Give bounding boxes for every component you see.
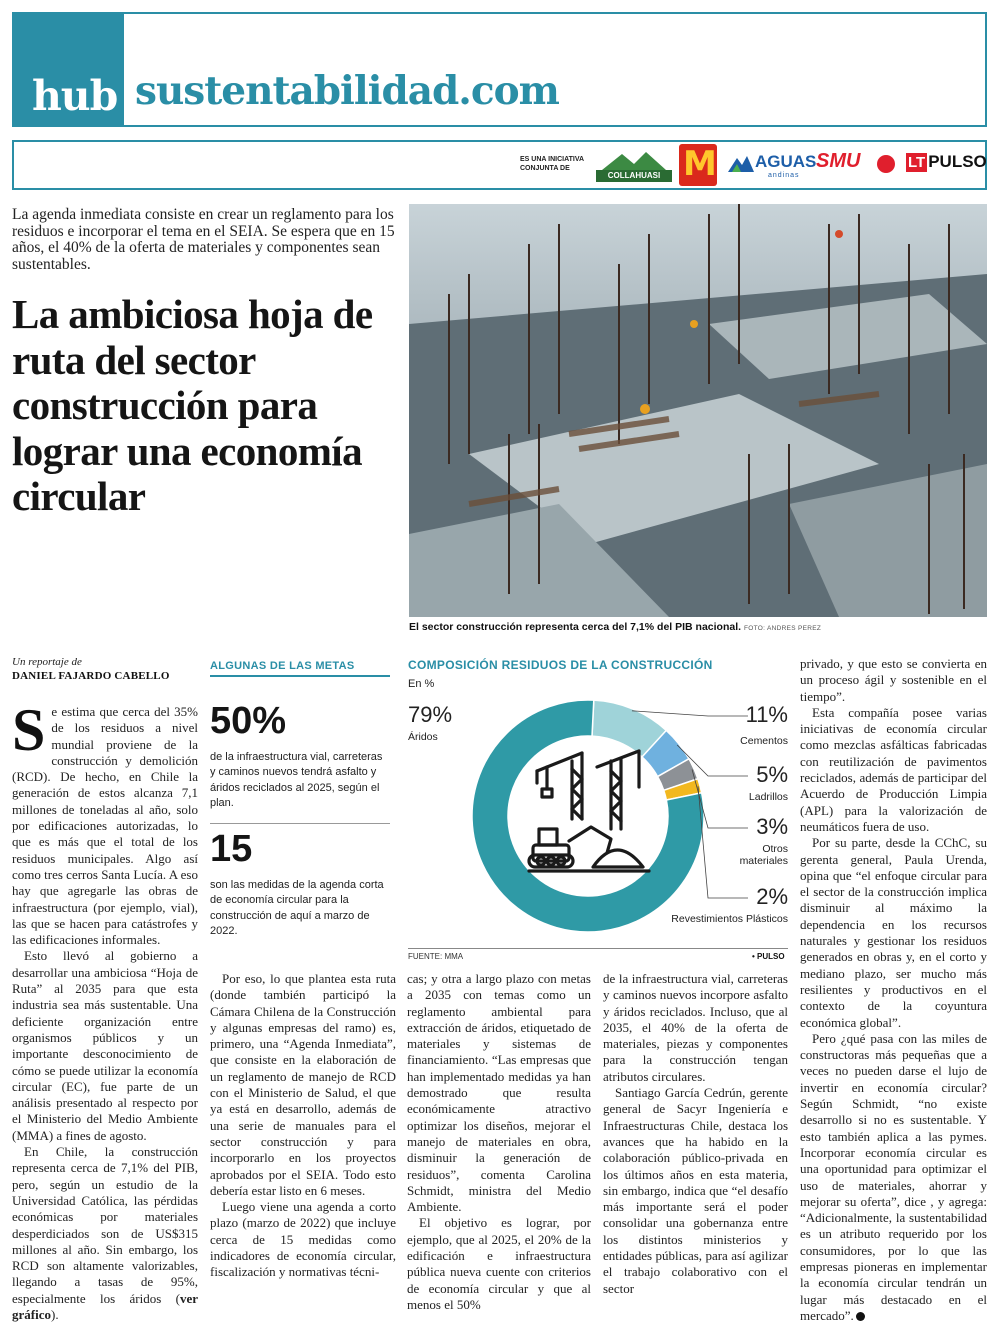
collahuasi-logo <box>596 150 672 182</box>
meta-text: son las medidas de la agenda corta de economía circular para la construcción de aquí a marzo de 2022. <box>210 879 384 938</box>
sponsor-circle-icon <box>877 155 895 173</box>
category-label: Otros <box>762 843 788 855</box>
category-label: materiales <box>739 855 788 867</box>
photo-caption <box>409 621 987 633</box>
sponsor-label: ES UNA INICIATIVA CONJUNTA DE <box>520 156 584 172</box>
article-column-4 <box>603 971 788 1297</box>
metas-title: ALGUNAS DE LAS METAS <box>210 660 355 672</box>
paragraph: Esta compañía posee varias iniciativas de economía circular como mezclas asfálticas fabricadas con reutilización de pavimentos reciclados, además de participar del Acuerdo de Producción Limpia (APL) para la valorización de neumáticos fuera de uso. <box>800 704 987 834</box>
article-column-5 <box>800 656 987 1324</box>
metas-divider <box>210 675 390 677</box>
chart-title: COMPOSICIÓN RESIDUOS DE LA CONSTRUCCIÓN <box>408 658 713 672</box>
paragraph: Por su parte, desde la CChC, su gerenta general, Paula Urenda, opina que “el enfoque circular para el sector de la construcción implica disminuir al máximo la dependencia en los recursos naturales y gestionar los residuos generados en obras y, en el corto y mediano plazo, ser mucho más resilientes y productivos en el contexto de la coyuntura económica global”. <box>800 835 987 1030</box>
mountain-icon <box>728 150 754 174</box>
end-of-article-icon <box>856 1312 865 1321</box>
chart-reference-link[interactable]: ver gráfico <box>12 1290 198 1322</box>
photo-credit: FOTO: ANDRES PEREZ <box>743 625 822 632</box>
paragraph-text: ). <box>50 1306 59 1322</box>
paragraph <box>12 697 198 948</box>
caption-text: El sector construcción representa cerca del 7,1% del PIB nacional. <box>409 621 742 633</box>
mountain-icon <box>596 150 672 170</box>
paragraph-text: Pero ¿qué pasa con las miles de constructoras más pequeñas que a veces no pueden darse el lujo de invertir en economía circular? Según Schmidt, “no existe desarrollo si no es sustentable. Y esto también aplica a las pymes. Incorporar economía circular es una oportunidad para optimizar el uso de materiales, ahorrar y mejorar su oferta”, dice , y agrega: “Adicionalmente, la sustentabilidad es un atributo requerido por los consumidores, por lo que las empresas pioneras en implementar la economía circular tendrán un lugar más destacado en el mercado”. <box>800 1030 987 1323</box>
paragraph <box>12 1144 198 1323</box>
mcdonalds-logo <box>679 144 717 186</box>
data-label: 3% <box>756 814 788 839</box>
paragraph: cas; y otra a largo plazo con metas a 2035 con temas como un reglamento ambiental para extracción de áridos, etiquetado de materiales y sistemas de financiamiento. “Las empresas que han implementado medidas ya han demostrado que resulta económicamente atractivo optimizar los diseños, mejorar el manejo de materiales en obra, disminuir la generación de residuos”, comenta Carolina Schmidt, ministra del Medio Ambiente. <box>407 971 591 1215</box>
smu-logo: SMU <box>816 150 861 172</box>
construction-site-photo <box>409 204 987 617</box>
paragraph <box>800 1031 987 1324</box>
article-dek: La agenda inmediata consiste en crear un reglamento para los residuos e incorporar el tema en el SEIA. Se espera que en 15 años, el 40% de la oferta de materiales y componentes sean sustentables. <box>12 206 395 273</box>
construction-photo-illustration <box>409 204 987 617</box>
metas-separator <box>210 823 390 824</box>
byline-author: DANIEL FAJARDO CABELLO <box>12 670 170 682</box>
hub-logo <box>12 12 124 127</box>
data-label: 11% <box>745 702 788 727</box>
paragraph-text: En Chile, la construcción representa cerca de 7,1% del PIB, pero, según un estudio de la Universidad Católica, las pérdidas económicas por materiales desperdiciados son de US$315 millones al año. Sin embargo, los RCD son altamente valorizables, llegando a tasas de 95%, especialmente los áridos ( <box>12 1144 198 1306</box>
paragraph-text: e estima que cerca del 35% de los residuos a nivel mundial proviene de la construcción y demolición (RCD). De hecho, en Chile la generación de estos alcanza 7,1 millones de toneladas al año, solo por edificaciones autorizadas, lo que es más que el total de los residuos municipales. Algo así como tres cerros Santa Lucía. A eso hay que agregarle las obras de infraestructura (por ejemplo, vial), las que se hacen para catástrofes y las edificaciones informales. <box>12 704 198 948</box>
data-label: 2% <box>756 884 788 909</box>
category-label: Ladrillos <box>748 791 788 803</box>
chart-footer-rule <box>408 948 788 949</box>
byline-intro: Un reportaje de <box>12 656 82 668</box>
meta-number: 15 <box>210 828 253 870</box>
lt-logo-text: LT <box>908 154 926 171</box>
category-label: Áridos <box>408 731 438 743</box>
drop-cap: S <box>12 697 46 763</box>
article-column-1 <box>12 697 198 1323</box>
paragraph: privado, y que esto se convierta en un proceso ágil y sostenible en el tiempo”. <box>800 656 987 704</box>
chart-unit: En % <box>408 678 435 690</box>
category-label: Cementos <box>740 735 788 747</box>
site-name: sustentabilidad.com <box>135 68 559 114</box>
article-column-3 <box>407 971 591 1313</box>
meta-number: 50% <box>210 700 287 742</box>
pulso-logo-text: PULSO <box>928 152 987 171</box>
data-label: 5% <box>756 762 788 787</box>
chart-brand: • PULSO <box>752 952 785 961</box>
paragraph: El objetivo es lograr, por ejemplo, que al 2025, el 20% de la edificación e infraestructura pública nueva cuente con criterios de economía circular y que al menos el 50% <box>407 1215 591 1312</box>
paragraph: Santiago García Cedrún, gerente general de Sacyr Ingeniería e Infraestructuras Chile, destaca los avances que ha habido en la colaboración público-privada en los últimos años en esta materia, sin embargo, indica que “el desafío más importante será el poder consolidar una gobernanza entre los distintos ministerios y entidades públicas, para así agilizar el trabajo colaborativo con el sector <box>603 1085 788 1296</box>
aguas-andinas-logo <box>728 150 817 179</box>
paragraph: de la infraestructura vial, carreteras y caminos nuevos incorpore asfalto y áridos reciclados. Incluso, que al 2035, el 40% de la oferta de materiales, piezas y componentes para la construcción tengan atributos circulares. <box>603 971 788 1084</box>
donut-chart <box>408 694 788 944</box>
paragraph: Esto llevó al gobierno a desarrollar una ambiciosa “Hoja de Ruta” al 2035 para que esta industria sea más sustentable. Una deficiente organización entre organismos públicos y un importante desconocimiento de cómo se puede utilizar la economía circular (EC), fue parte de un análisis presentado al respecto por el Ministerio del Medio Ambiente (MMA) a fines de agosto. <box>12 948 198 1143</box>
leader-line <box>698 786 748 898</box>
construction-machinery-icon <box>529 751 649 871</box>
article-headline: La ambiciosa hoja de ruta del sector construcción para lograr una economía circular <box>12 291 373 519</box>
aguas-logo-text: AGUAS <box>755 152 817 171</box>
chart-source: FUENTE: MMA <box>408 952 464 961</box>
collahuasi-logo-text: COLLAHUASI <box>596 170 672 182</box>
mcdonalds-logo-text: M <box>683 144 717 184</box>
andinas-logo-text: andinas <box>768 172 800 179</box>
leader-line <box>632 711 748 716</box>
category-label: Revestimientos Plásticos <box>671 913 788 925</box>
meta-text: de la infraestructura vial, carreteras y caminos nuevos tendrá asfalto y áridos reciclados al 2025, según el plan. <box>210 751 383 810</box>
hub-logo-text: hub <box>32 72 118 120</box>
data-label: 79% <box>408 702 453 727</box>
paragraph: Por eso, lo que plantea esta ruta (donde también participó la Cámara Chilena de la Construcción y algunas empresas del ramo) es, primero, una “Agenda Inmediata”, que consiste en la elaboración de un reglamento de manejo de RCD con el Ministerio de Salud, el que ya está en desarrollo, además de una serie de manuales para el sector construcción y para incorporarlo en los proyectos aprobados por el SEIA. Todo esto debería estar listo en 6 meses. <box>210 971 396 1198</box>
paragraph: Luego viene una agenda a corto plazo (marzo de 2022) que incluye cerca de 15 medidas como indicadores de economía circular, fiscalización y normativas técni- <box>210 1199 396 1280</box>
lt-pulso-logo <box>906 152 987 172</box>
article-column-2 <box>210 971 396 1281</box>
